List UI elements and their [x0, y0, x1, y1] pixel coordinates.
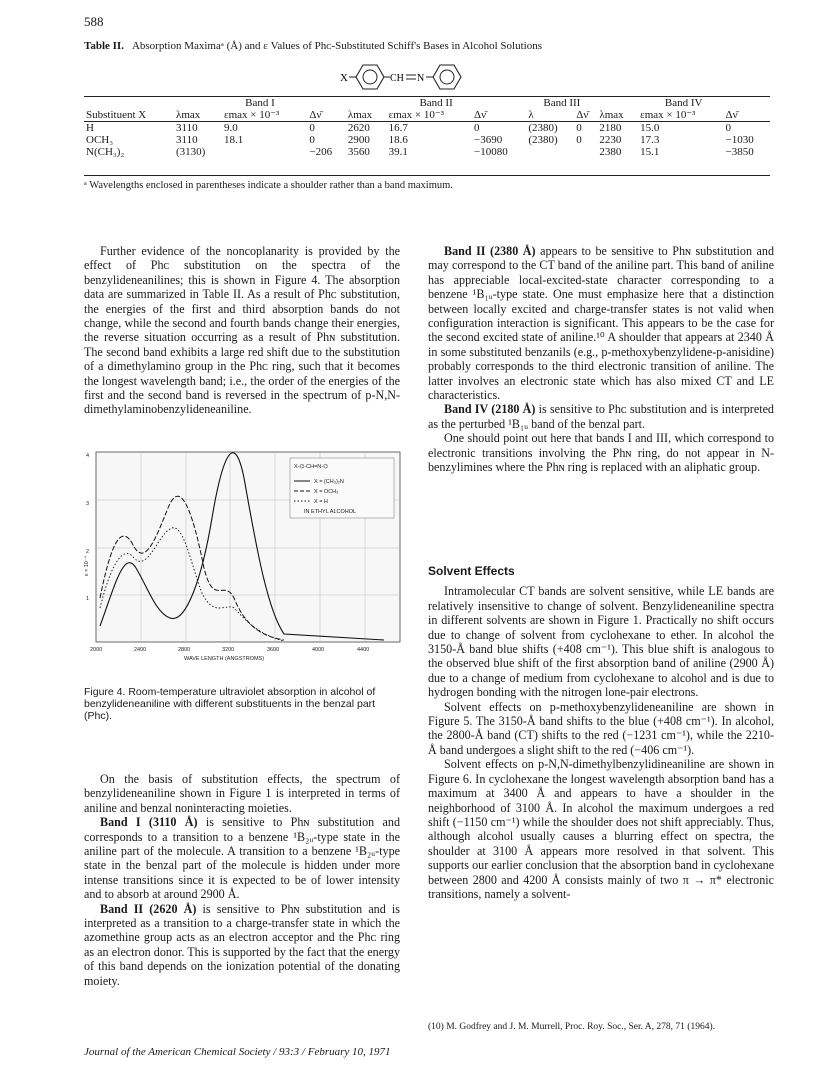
table-caption-text: Absorption Maximaᵃ (Å) and ε Values of Phᴄ-Substituted Schiff's Bases in Alcohol Solutions: [131, 40, 542, 52]
right-column-top: [428, 244, 774, 475]
cell: 0: [474, 122, 480, 134]
band-heading: Band II (2380 Å): [444, 244, 536, 258]
cell: 15.1: [640, 146, 660, 158]
reference-footnote: (10) M. Godfrey and J. M. Murrell, Proc. Roy. Soc., Ser. A, 278, 71 (1964).: [428, 1022, 715, 1032]
struct-n: N: [417, 73, 425, 84]
cell: 2180: [599, 122, 622, 134]
cell: 2380: [599, 146, 622, 158]
subheader-row: [84, 109, 770, 122]
legend-item: X = OCH₃: [314, 489, 339, 495]
journal-footer: Journal of the American Chemical Society / 93:3 / February 10, 1971: [84, 1046, 391, 1058]
x-tick: 2000: [90, 647, 103, 653]
page-number: 588: [84, 14, 104, 29]
paragraph: [84, 815, 400, 901]
band-heading: Band II (2620 Å): [100, 901, 197, 916]
table-row: [84, 122, 770, 135]
cell: 0: [725, 122, 732, 134]
col-emax: εmax × 10⁻³: [388, 109, 444, 121]
col-lambda: λ: [528, 109, 534, 121]
table-row: [84, 146, 770, 158]
paragraph-text: is sensitive to Phɴ substitution and corresponds to a transition to a benzene ¹B₂ᵤ-type state in the aniline part of the molecule. A transition to a benzene ¹B₂ᵤ-type state in the benzal part of the molecule is hidden under more intense transitions since it is expected to be of lower intensity and to absorb at around 2900 Å.: [84, 815, 400, 902]
paragraph: [428, 244, 774, 402]
table-label: Table II.: [84, 40, 124, 52]
cell: 9.0: [223, 122, 238, 134]
paragraph-text: is sensitive to Phɴ substitution and is interpreted as a transition to a charge-transfer state in which the azomethine group acts as an electron acceptor and the Phᴄ ring as an electron donor. This is supported by the fact that the energy of this band depends on the ionization potential of the donating moiety.: [84, 901, 400, 988]
cell: 15.0: [640, 122, 660, 134]
x-tick: 3200: [222, 647, 235, 653]
table-bottom-rule: [84, 175, 770, 176]
cell: 16.7: [388, 122, 408, 134]
cell: 2620: [347, 122, 370, 134]
substituent-header: Substituent X: [86, 109, 147, 121]
cell: 0: [309, 134, 315, 146]
band-3-header: Band III: [543, 97, 581, 109]
paragraph: One should point out here that bands I and III, which correspond to electronic transitions involving the Phɴ ring, do not appear in N-benzylimines where the Phɴ ring is replaced with an aliphatic group.: [428, 431, 774, 475]
cell: N(CH₃)₂: [86, 146, 125, 158]
col-lmax: λmax: [176, 109, 201, 121]
table-row: [84, 134, 770, 146]
x-tick: 2800: [178, 647, 191, 653]
x-tick: 4000: [312, 647, 325, 653]
cell: H: [86, 122, 94, 134]
paragraph-text: appears to be sensitive to Phɴ substitution and may correspond to the CT band of the aniline part. This band of aniline has appreciable local-excited-state character corresponding to a benzene ¹B₁ᵤ-type state. One must emphasize here that a distinction between locally excited and charge-transfer states is not valid when configuration interaction is significant. This appears to be the case for the second excited state of aniline.¹⁰ A shoulder that appears at 2340 Å in some substituted benzanils (e.g., p-methoxybenzylidene-p-anisidine) probably corresponds to the third electronic transition of aniline. The latter involves an electronic state which has also mixed CT and LE characteristics.: [428, 244, 774, 403]
x-tick: 2400: [134, 647, 147, 653]
table-caption: [84, 40, 542, 52]
col-dv: Δν̄: [474, 109, 487, 121]
cell: (2380): [528, 134, 558, 146]
legend-title: X-⌬-CH=N-⌬: [294, 464, 328, 470]
col-lmax: λmax: [599, 109, 624, 121]
legend-item: IN ETHYL ALCOHOL: [304, 509, 357, 515]
col-emax: εmax × 10⁻³: [640, 109, 696, 121]
table-footnote: ᵃ Wavelengths enclosed in parentheses indicate a shoulder rather than a band maximum.: [84, 180, 453, 191]
cell: 3110: [176, 134, 198, 146]
band-heading: Band I (3110 Å): [100, 815, 198, 830]
schiff-base-structure: [340, 60, 490, 94]
paragraph: Solvent effects on p-N,N-dimethylbenzylidineaniline are shown in Figure 6. In cyclohexane the longest wavelength absorption band has a maximum at 3400 Å and appears to have a shoulder in the neighborhood of 3100 Å. In alcohol the maximum undergoes a red shift (−1150 cm⁻¹) while the shoulder does not shift appreciably. Thus, although alcohol usually causes a blurring effect on spectra, the shoulder at 3100 Å appears more resolved in that solvent. This supports our earlier conclusion that the absorption band in cyclohexane between 2800 and 4200 Å consists mainly of two π → π* electronic transitions, namely a solvent-: [428, 757, 774, 901]
band-1-header: Band I: [245, 97, 275, 109]
y-axis-label: ε × 10⁻⁴: [84, 555, 90, 576]
cell: 0: [576, 134, 582, 146]
y-tick: 2: [86, 549, 90, 555]
cell: 3560: [347, 146, 370, 158]
x-axis-label: WAVE LENGTH (ANGSTROMS): [184, 656, 265, 662]
x-tick: 4400: [357, 647, 370, 653]
cell: 0: [576, 122, 582, 134]
figure-4-spectrum: [84, 448, 404, 668]
cell: −3690: [474, 134, 503, 146]
y-tick: 4: [86, 453, 90, 459]
cell: [222, 146, 307, 158]
y-tick: 3: [86, 501, 90, 507]
cell: 3110: [176, 122, 198, 134]
benzene-ring-icon: [433, 65, 461, 89]
figure-caption: Figure 4. Room-temperature ultraviolet absorption in alcohol of benzylideneaniline with different substituents in the benzal part (Phᴄ).: [84, 686, 376, 722]
cell: −10080: [474, 146, 508, 158]
paragraph: On the basis of substitution effects, the spectrum of benzylideneaniline shown in Figure 1 is interpreted in terms of aniline and benzal noninteracting moieties.: [84, 772, 400, 815]
paragraph: Intramolecular CT bands are solvent sensitive, while LE bands are relatively insensitive to change of solvent. Benzylideneaniline spectra in different solvents are shown in Figure 1. Practically no shift occurs due to change of solvent from cyclohexane to ether. In alcohol the 3150-Å band blue shifts (+408 cm⁻¹). This blue shift is analogous to the observed blue shift of the first absorption band of aniline (2900 Å) due to a change of medium from cyclohexane to alcohol and is due to hydrogen bonding with the nitrogen lone-pair electrons.: [428, 584, 774, 700]
cell: −206: [309, 146, 333, 158]
x-tick: 3600: [267, 647, 280, 653]
cell: (2380): [528, 122, 558, 134]
left-column-top: [84, 244, 400, 417]
cell: 0: [309, 122, 315, 134]
cell: (3130): [176, 146, 206, 158]
struct-x: X: [340, 72, 348, 84]
y-tick: 1: [86, 596, 90, 602]
col-dv: Δν̄: [309, 109, 322, 121]
paragraph-text: is sensitive to Phᴄ substitution and is interpreted as the perturbed ¹B₁ᵤ band of the benzal part.: [428, 402, 774, 431]
paragraph: [428, 402, 774, 431]
struct-ch: CH: [390, 73, 404, 84]
paragraph: [84, 902, 400, 988]
cell: 39.1: [388, 146, 408, 158]
cell: 18.1: [223, 134, 244, 146]
band-header-row: [84, 97, 770, 109]
paragraph: Further evidence of the noncoplanarity is provided by the effect of Phᴄ substitution on the spectra of the benzylideneanilines; this is shown in Figure 4. The absorption data are summarized in Table II. As a result of Phᴄ substitution, the energies of the first and third absorption bands do not change, while the second and fourth bands change their energies, the reverse situation occurring as a result of Phɴ substitution. The second band exhibits a large red shift due to the substitution of a dimethylamino group in the Phᴄ ring, such that it becomes the longest wavelength band; i.e., the order of the energies of the first and the second band is reversed in the spectrum of p-N,N-dimethylaminobenzylideneaniline.: [84, 244, 400, 417]
benzene-ring-icon: [356, 65, 384, 89]
legend-item: X = H: [314, 499, 328, 505]
cell: 17.3: [640, 134, 660, 146]
col-dv: Δν̄: [725, 109, 738, 121]
band-heading: Band IV (2180 Å): [444, 402, 536, 417]
absorption-table: [84, 97, 770, 158]
band-4-header: Band IV: [664, 97, 703, 109]
cell: OCH₃: [86, 134, 114, 146]
cell: [574, 146, 597, 158]
cell: [526, 146, 574, 158]
col-dv: Δν̄: [576, 109, 589, 121]
cell: 2900: [347, 134, 370, 146]
left-column-bottom: [84, 772, 400, 988]
cell: 18.6: [388, 134, 408, 146]
section-heading: Solvent Effects: [428, 564, 515, 578]
cell: −3850: [725, 146, 754, 158]
cell: −1030: [725, 134, 754, 146]
col-lmax: λmax: [347, 109, 373, 121]
legend-item: X = (CH₃)₂N: [314, 479, 344, 485]
cell: 2230: [599, 134, 622, 146]
paragraph: Solvent effects on p-methoxybenzylideneaniline are shown in Figure 5. The 3150-Å band shifts to the blue (+408 cm⁻¹). In alcohol, the 2800-Å band (CT) shifts to the red (−1231 cm⁻¹), while the 2210-Å band undergoes a slight shift to the red (−406 cm⁻¹).: [428, 699, 774, 757]
col-emax: εmax × 10⁻³: [223, 109, 280, 121]
band-2-header: Band II: [419, 97, 453, 109]
right-column-bottom: [428, 564, 774, 901]
